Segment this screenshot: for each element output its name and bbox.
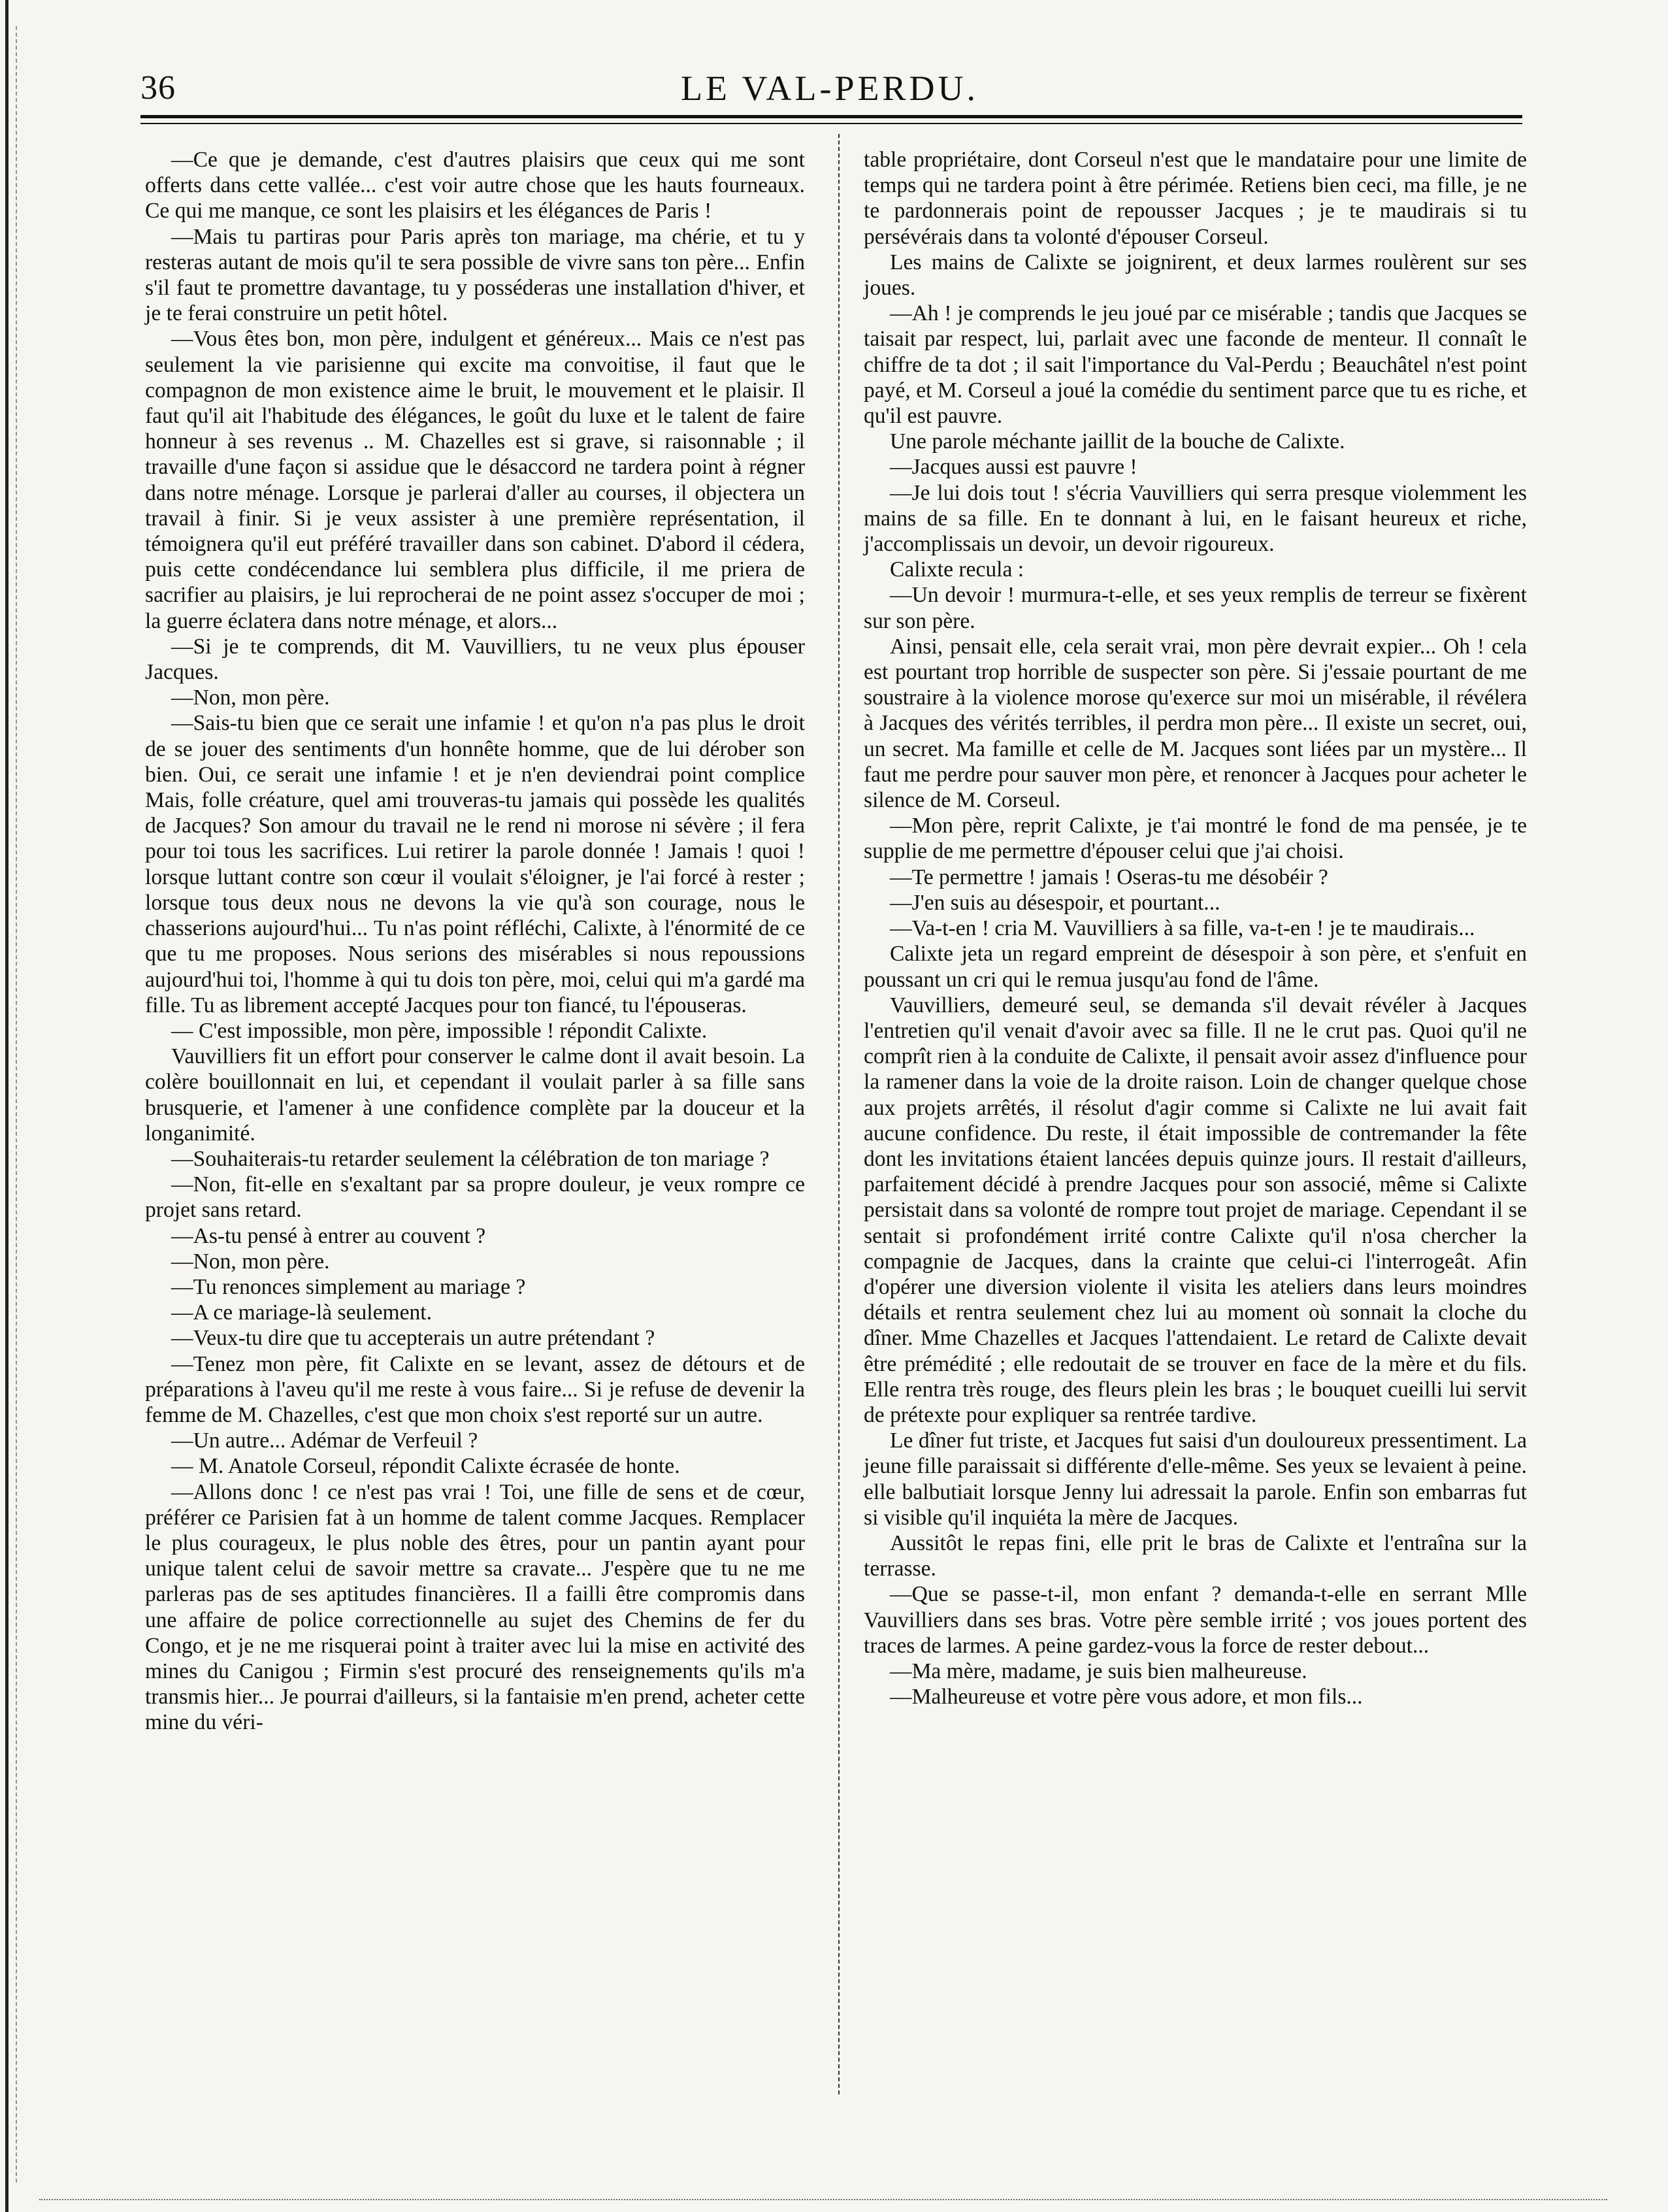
paragraph: —Que se passe-t-il, mon enfant ? demanda-t-elle en serrant Mlle Vauvilliers dans ses bras. Votre père semble irrité ; vos joues portent des traces de larmes. A peine gardez-vous la force de rester debout... [864,1582,1527,1658]
paragraph: Calixte jeta un regard empreint de désespoir à son père, et s'enfuit en poussant un cri qui le remua jusqu'au fond de l'âme. [864,942,1527,992]
paragraph: —Va-t-en ! cria M. Vauvilliers à sa fille, va-t-en ! je te maudirais... [890,916,1475,941]
paragraph: Les mains de Calixte se joignirent, et deux larmes roulèrent sur ses joues. [864,250,1527,301]
paragraph: —Ma mère, madame, je suis bien malheureuse. [890,1659,1307,1683]
paragraph: —Non, mon père. [171,685,330,710]
binding-shadow [16,26,18,2183]
paragraph: —Ah ! je comprends le jeu joué par ce misérable ; tandis que Jacques se taisait par respect, lui, parlait avec une faconde de menteur. Il connaît le chiffre de ta dot ; il sait l'importance du Val-Perdu ; Beauchâtel n'est point payé, et M. Corseul a joué la comédie du sentiment parce que tu es riche, et qu'il est pauvre. [864,301,1527,429]
paragraph: —J'en suis au désespoir, et pourtant... [890,890,1220,915]
paragraph: —Te permettre ! jamais ! Oseras-tu me désobéir ? [890,865,1328,889]
paragraph: —Non, mon père. [171,1249,330,1274]
paragraph: —Jacques aussi est pauvre ! [890,455,1137,480]
paragraph: —Un autre... Adémar de Verfeuil ? [171,1428,478,1453]
left-column [145,147,805,1736]
page-number: 36 [140,69,176,107]
paragraph: —Malheureuse et votre père vous adore, et mon fils... [890,1685,1363,1709]
paragraph: Vauvilliers, demeuré seul, se demanda s'il devait révéler à Jacques l'entretien qu'il venait d'avoir avec sa fille. Il ne le crut pas. Quoi qu'il ne comprît rien à la conduite de Calixte, il pensait avoir assez d'influence pour la ramener dans la voie de la droite raison. Loin de changer quelque chose aux projets arrêtés, il résolut d'agir comme si Calixte ne lui avait fait aucune confidence. Du reste, il était impossible de contremander la fête dont les invitations étaient lancées depuis quinze jours. Il restait d'ailleurs, parfaitement décidé à prendre Jacques pour son associé, même si Calixte persistait dans sa volonté de rompre tout projet de mariage. Cependant il se sentait si profondément irrité contre Calixte qu'il n'osa chercher la compagnie de Jacques, dans la crainte que celui-ci l'interrogeât. Afin d'opérer une diversion violente il visita les ateliers dans leurs moindres détails et rentra seulement chez lui au moment où sonnait la cloche du dîner. Mme Chazelles et Jacques l'attendaient. Le retard de Calixte devait être prémédité ; elle redoutait de se trouver en face de la mère et du fils. Elle rentra très rouge, des fleurs plein les bras ; le bouquet cueilli lui servit de prétexte pour expliquer sa rentrée tardive. [864,993,1527,1427]
paragraph: — M. Anatole Corseul, répondit Calixte écrasée de honte. [171,1454,680,1479]
header-rule-thin [140,123,1522,124]
page-header [140,65,1519,111]
paragraph: —Je lui dois tout ! s'écria Vauvilliers qui serra presque violemment les mains de sa fille. En te donnant à lui, en le faisant heureux et riche, j'accomplissais un devoir, un devoir rigoureux. [864,480,1527,557]
paragraph: —Veux-tu dire que tu accepterais un autre prétendant ? [171,1326,655,1351]
paragraph: —A ce mariage-là seulement. [171,1300,433,1325]
paragraph: —Tu renonces simplement au mariage ? [171,1274,526,1299]
paragraph: Ainsi, pensait elle, cela serait vrai, mon père devrait expier... Oh ! cela est pourtant trop horrible de suspecter son père. Si j'essaie pourtant de me soustraire à la violence morose qu'exerce sur moi un misérable, il révélera à Jacques des vérités terribles, il perdra mon père... Il existe un secret, oui, un secret. Ma famille et celle de M. Jacques sont liées par un mystère... Il faut me perdre pour sauver mon père, et renoncer à Jacques pour acheter le silence de M. Corseul. [864,634,1527,813]
paragraph: —Un devoir ! murmura-t-elle, et ses yeux remplis de terreur se fixèrent sur son père. [864,583,1527,633]
paragraph: Calixte recula : [890,557,1024,582]
paragraph: —Allons donc ! ce n'est pas vrai ! Toi, une fille de sens et de cœur, préférer ce Parisien fat à un homme de talent comme Jacques. Remplacer le plus courageux, le plus noble des êtres, pour un pantin ayant pour unique talent celui de savoir mettre sa cravate... J'espère que tu ne me parleras pas de ses aptitudes financières. Il a failli être compromis dans une affaire de police correctionnelle au sujet des Chemins de fer du Congo, et je ne me risquerai point à traiter avec lui la mise en activité des mines du Canigou ; Firmin s'est procuré des renseignements qu'ils m'a transmis hier... Je pourrai d'ailleurs, si la fantaisie m'en prend, acheter cette mine du véri- [145,1479,805,1735]
paragraph: —Si je te comprends, dit M. Vauvilliers, tu ne veux plus épouser Jacques. [145,634,805,685]
paragraph: —Mais tu partiras pour Paris après ton mariage, ma chérie, et tu y resteras autant de mois qu'il te sera possible de vivre sans ton père... Enfin s'il faut te promettre davantage, tu y posséderas une installation d'hiver, et je te ferai construire un petit hôtel. [145,224,805,326]
paragraph: —Souhaiterais-tu retarder seulement la célébration de ton mariage ? [171,1146,770,1171]
right-column [864,147,1527,1709]
binding-edge [5,0,8,2212]
paragraph: Aussitôt le repas fini, elle prit le bras de Calixte et l'entraîna sur la terrasse. [864,1530,1527,1581]
paragraph: table propriétaire, dont Corseul n'est que le mandataire pour une limite de temps qui ne tardera point à être périmée. Retiens bien ceci, ma fille, je ne te pardonnerais point de repousser Jacques ; je te maudirais si tu persévérais dans ta volonté d'épouser Corseul. [864,148,1527,249]
paragraph: —Vous êtes bon, mon père, indulgent et généreux... Mais ce n'est pas seulement la vie parisienne qui excite ma convoitise, il faut que le compagnon de mon existence aime le bruit, le mouvement et le plaisir. Il faut qu'il ait l'habitude des élégances, le goût du luxe et le talent de faire honneur à ses revenus .. M. Chazelles est si grave, si raisonnable ; il travaille d'une façon si assidue que le désaccord ne tardera point à régner dans notre ménage. Lorsque je parlerai d'aller au courses, il objectera un travail à finir. Si je veux assister à une première représentation, il témoignera qu'il eut préféré travailler dans son cabinet. D'abord il cédera, puis cette condécendance lui semblera plus difficile, il me priera de sacrifier au plaisirs, je lui reprocherai de ne point assez s'occuper de moi ; la guerre éclatera dans notre ménage, et alors... [145,327,805,633]
paragraph: Vauvilliers fit un effort pour conserver le calme dont il avait besoin. La colère bouillonnait en lui, et cependant il voulait parler à sa fille sans brusquerie, et l'amener à une confidence complète par la douceur et la longanimité. [145,1044,805,1146]
paragraph: — C'est impossible, mon père, impossible ! répondit Calixte. [171,1018,708,1043]
paragraph: Une parole méchante jaillit de la bouche de Calixte. [890,429,1345,454]
paragraph: —As-tu pensé à entrer au couvent ? [171,1223,486,1248]
header-rule [140,115,1522,118]
paragraph: —Mon père, reprit Calixte, je t'ai montré le fond de ma pensée, je te supplie de me permettre d'épouser celui que j'ai choisi. [864,814,1527,864]
paragraph: —Sais-tu bien que ce serait une infamie ! et qu'on n'a pas plus le droit de se jouer des sentiments d'un honnête homme, que de lui dérober son bien. Oui, ce serait une infamie ! et je n'en deviendrai point complice Mais, folle créature, quel ami trouveras-tu jamais qui possède les qualités de Jacques? Son amour du travail ne le rend ni morose ni sévère ; il fera pour toi tous les sacrifices. Lui retirer la parole donnée ! Jamais ! quoi ! lorsque luttant contre son cœur il voulait s'éloigner, je l'ai forcé à rester ; lorsque tous deux nous ne devons la vie qu'à son courage, nous le chasserions aujourd'hui... Tu n'as point réfléchi, Calixte, à l'énormité de ce que tu me proposes. Nous serions des misérables si nous repoussions aujourd'hui toi, l'homme à qui tu dois ton père, moi, celui qui m'a gardé ma fille. Tu as librement accepté Jacques pour ton fiancé, tu l'épouseras. [145,711,805,1017]
column-divider [838,134,840,2094]
paragraph: Le dîner fut triste, et Jacques fut saisi d'un douloureux pressentiment. La jeune fille paraissait si différente d'elle-même. Ses yeux se levaient à peine. elle balbutiait lorsque Jenny lui adressait la parole. Enfin son embarras fut si visible qu'il inquiéta la mère de Jacques. [864,1428,1527,1530]
paragraph: —Ce que je demande, c'est d'autres plaisirs que ceux qui me sont offerts dans cette vallée... c'est voir autre chose que les hauts fourneaux. Ce qui me manque, ce sont les plaisirs et les élégances de Paris ! [145,148,805,223]
running-title: LE VAL-PERDU. [680,69,979,108]
paragraph: —Non, fit-elle en s'exaltant par sa propre douleur, je veux rompre ce projet sans retard. [145,1172,805,1223]
paragraph: —Tenez mon père, fit Calixte en se levant, assez de détours et de préparations à l'aveu qu'il me reste à vous faire... Si je refuse de devenir la femme de M. Chazelles, c'est que mon choix s'est reporté sur un autre. [145,1351,805,1427]
bottom-edge [39,2199,1607,2200]
